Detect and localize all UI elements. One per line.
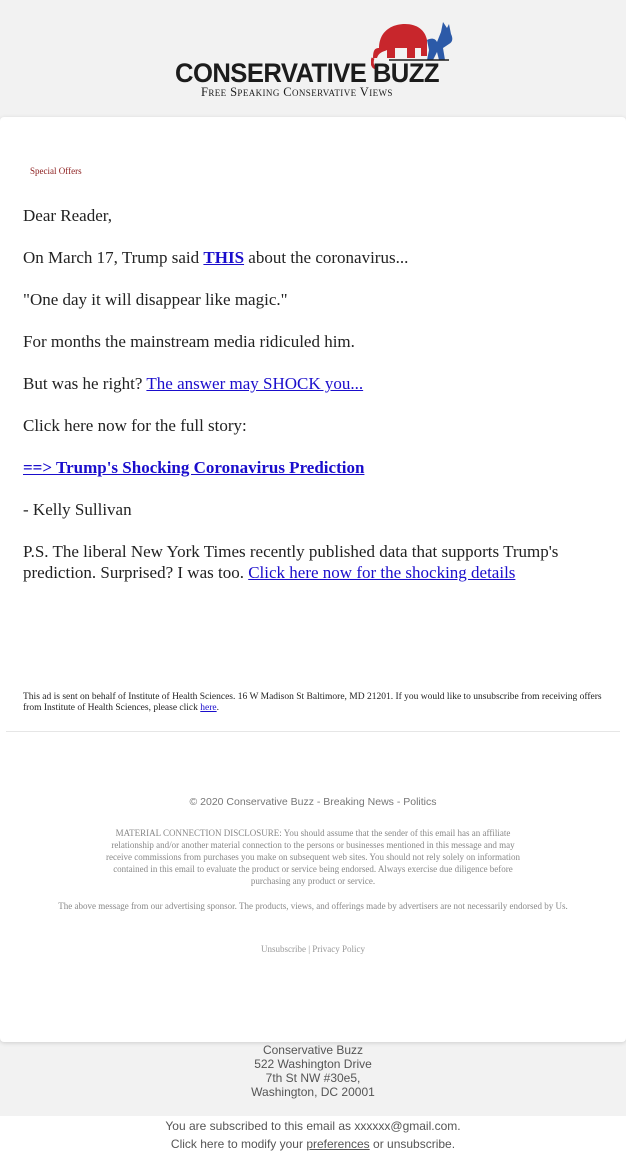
signature: - Kelly Sullivan — [23, 500, 132, 519]
ad-notice — [23, 692, 613, 714]
this-link[interactable]: THIS — [203, 248, 245, 267]
sponsor-note: The above message from our advertising sponsor. The products, views, and offerings made by advertisers are not necessarily endorsed by Us. — [58, 901, 568, 911]
address-line-2: 522 Washington Drive — [254, 1057, 372, 1071]
prediction-cta-link[interactable]: ==> Trump's Shocking Coronavirus Prediction — [23, 458, 365, 477]
email-body-card — [0, 117, 626, 1042]
copyright: © 2020 Conservative Buzz - Breaking News - Politics — [189, 796, 437, 808]
mailing-address — [0, 1043, 626, 1099]
brand-tagline: Free Speaking Conservative Views — [201, 85, 393, 99]
paragraph-march-17 — [23, 247, 603, 268]
privacy-policy-link[interactable]: Privacy Policy — [312, 944, 366, 954]
address-line-4: Washington, DC 20001 — [251, 1085, 375, 1099]
modify-prefix: Click here to modify your — [170, 1137, 307, 1151]
brand-wordmark: CONSERVATIVE BUZZ — [175, 58, 439, 88]
ad-notice-text: This ad is sent on behalf of Institute of Health Sciences. 16 W Madison St Baltimore, MD 21201. If you would like to unsubscribe from receiving offers from Institute of Health Sciences, please click — [23, 692, 602, 713]
email-header — [0, 0, 626, 117]
line4-prefix: But was he right? — [23, 374, 147, 393]
ps-text: P.S. The liberal New York Times recently published data that supports Trump's prediction. Surprised? I was too. — [23, 542, 559, 582]
paragraph-ps — [23, 541, 603, 583]
paragraph-media: For months the mainstream media ridiculed him. — [23, 332, 355, 351]
shocking-details-link[interactable]: Click here now for the shocking details — [248, 563, 516, 582]
greeting: Dear Reader, — [23, 206, 112, 225]
line1-prefix: On March 17, Trump said — [23, 248, 204, 267]
preferences-link[interactable]: preferences — [306, 1137, 370, 1151]
line1-suffix: about the coronavirus... — [244, 248, 409, 267]
ad-notice-end: . — [216, 703, 220, 713]
ad-unsubscribe-link[interactable]: here — [200, 703, 217, 713]
address-line-3: 7th St NW #30e5, — [265, 1071, 361, 1085]
address-line-1: Conservative Buzz — [262, 1043, 364, 1057]
trump-quote: "One day it will disappear like magic." — [23, 290, 288, 309]
special-offers-label: Special Offers — [30, 166, 82, 176]
paragraph-click-here: Click here now for the full story: — [23, 416, 247, 435]
modify-preferences-line — [0, 1135, 626, 1152]
footer-separator: | — [308, 944, 311, 954]
brand-logo[interactable] — [175, 18, 455, 100]
shock-link[interactable]: The answer may SHOCK you... — [146, 374, 364, 393]
letter-content — [23, 205, 603, 604]
footer-links — [0, 944, 626, 954]
paragraph-question — [23, 373, 603, 394]
modify-suffix: or unsubscribe. — [369, 1137, 456, 1151]
divider — [6, 731, 620, 732]
subscription-notice — [0, 1116, 626, 1152]
unsubscribe-link[interactable]: Unsubscribe — [260, 944, 306, 954]
paragraph-cta — [23, 457, 603, 478]
material-disclosure: MATERIAL CONNECTION DISCLOSURE: You should assume that the sender of this email has an affiliate relationship and/or another material connection to the persons or businesses mentioned in this message and may receive commissions from purchases you make on subsequent web sites. You should not rely solely on information contained in this email to evaluate the product or service being endorsed. Always exercise due diligence before purchasing any product or service. — [106, 828, 520, 886]
subscribed-as: You are subscribed to this email as xxxxxx@gmail.com. — [165, 1119, 461, 1133]
